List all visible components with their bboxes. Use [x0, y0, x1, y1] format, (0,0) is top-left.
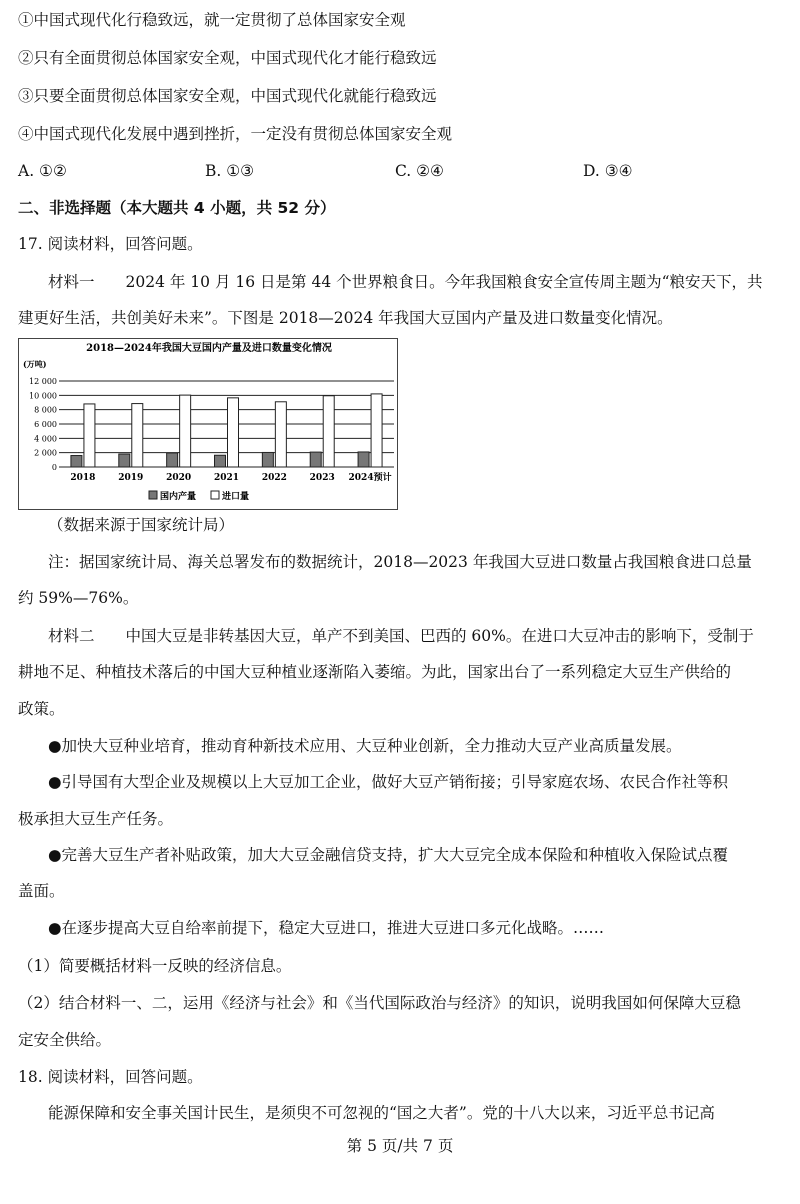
bar-import	[275, 402, 286, 467]
bar-domestic	[71, 456, 82, 467]
bar-import	[132, 404, 143, 467]
y-tick-label: 8 000	[34, 405, 57, 415]
q18-title: 18. 阅读材料，回答问题。	[18, 1068, 203, 1086]
x-tick-label: 2021	[213, 473, 240, 483]
soybean-chart	[18, 338, 398, 510]
page-footer: 第 5 页/共 7 页	[346, 1137, 454, 1155]
y-tick-label: 6 000	[34, 420, 57, 429]
x-tick-label: 2022	[261, 473, 287, 483]
bar-domestic	[310, 452, 321, 467]
bar-import	[323, 396, 334, 467]
bar-domestic	[167, 453, 178, 467]
y-tick-label: 10 000	[29, 391, 57, 401]
legend-label: 进口量	[222, 492, 250, 502]
x-tick-label: 2018	[70, 473, 96, 483]
q16-statement-1: ①中国式现代化行稳致远，就一定贯彻了总体国家安全观	[18, 11, 406, 29]
bullet-2-cont: 极承担大豆生产任务。	[18, 810, 174, 828]
q16-statement-2: ②只有全面贯彻总体国家安全观，中国式现代化才能行稳致远	[18, 49, 437, 67]
bar-domestic	[358, 452, 369, 467]
material1-line: 建更好生活，共创美好未来”。下图是 2018—2024 年我国大豆国内产量及进口数量变化情况。	[18, 309, 673, 327]
legend-swatch	[149, 491, 157, 499]
q17-sub2-cont: 定安全供给。	[18, 1031, 112, 1049]
q18-line: 能源保障和安全事关国计民生，是须臾不可忽视的“国之大者”。党的十八大以来，习近平总书记高	[48, 1104, 715, 1122]
x-tick-label: 2024预计	[348, 473, 392, 483]
material2-line: 耕地不足、种植技术落后的中国大豆种植业逐渐陷入萎缩。为此，国家出台了一系列稳定大豆生产供给的	[18, 663, 732, 681]
x-tick-label: 2023	[309, 473, 335, 483]
q17-title: 17. 阅读材料，回答问题。	[18, 235, 203, 253]
section2-title: 二、非选择题（本大题共 4 小题，共 52 分）	[18, 199, 336, 217]
bullet-3: ●完善大豆生产者补贴政策，加大大豆金融信贷支持，扩大大豆完全成本保险和种植收入保险试点覆	[48, 846, 729, 864]
bullet-2: ●引导国有大型企业及规模以上大豆加工企业，做好大豆产销衔接；引导家庭农场、农民合作社等积	[48, 773, 729, 791]
bullet-3-cont: 盖面。	[18, 882, 65, 900]
q16-option-a: A. ①②	[18, 162, 67, 180]
bar-import	[228, 398, 239, 467]
q17-sub1: （1）简要概括材料一反映的经济信息。	[18, 957, 292, 975]
x-tick-label: 2019	[118, 473, 144, 483]
bar-import	[180, 395, 191, 467]
y-axis-unit: (万吨)	[23, 359, 47, 369]
q16-option-b: B. ①③	[205, 162, 255, 180]
y-tick-label: 4 000	[34, 434, 57, 444]
material2-line: 政策。	[18, 700, 65, 718]
bar-domestic	[262, 452, 273, 467]
q16-statement-3: ③只要全面贯彻总体国家安全观，中国式现代化就能行稳致远	[18, 87, 437, 105]
legend-swatch	[211, 491, 219, 499]
data-source: （数据来源于国家统计局）	[48, 516, 235, 534]
y-tick-label: 2 000	[34, 448, 57, 458]
bullet-4: ●在逐步提高大豆自给率前提下，稳定大豆进口，推进大豆进口多元化战略。……	[48, 919, 605, 937]
bar-domestic	[119, 454, 130, 467]
bullet-1: ●加快大豆种业培育，推动育种新技术应用、大豆种业创新，全力推动大豆产业高质量发展。	[48, 737, 682, 755]
q16-option-c: C. ②④	[395, 162, 444, 180]
material2-line: 材料二 中国大豆是非转基因大豆，单产不到美国、巴西的 60%。在进口大豆冲击的影响下，受制于	[48, 627, 754, 645]
bar-import	[84, 404, 95, 467]
bar-domestic	[215, 455, 226, 467]
chart-title: 2018—2024年我国大豆国内产量及进口数量变化情况	[86, 343, 332, 354]
q16-option-d: D. ③④	[583, 162, 633, 180]
note-line: 约 59%—76%。	[18, 589, 139, 607]
material1-line: 材料一 2024 年 10 月 16 日是第 44 个世界粮食日。今年我国粮食安全宣传周主题为“粮安天下，共	[48, 273, 763, 291]
x-tick-label: 2020	[166, 473, 192, 483]
y-tick-label: 12 000	[29, 377, 57, 386]
q17-sub2: （2）结合材料一、二，运用《经济与社会》和《当代国际政治与经济》的知识，说明我国如何保障大豆稳	[18, 994, 741, 1012]
legend-label: 国内产量	[160, 492, 197, 502]
y-tick-label: 0	[51, 463, 57, 472]
q16-statement-4: ④中国式现代化发展中遇到挫折，一定没有贯彻总体国家安全观	[18, 125, 453, 143]
bar-import	[371, 394, 382, 467]
note-line: 注：据国家统计局、海关总署发布的数据统计，2018—2023 年我国大豆进口数量占我国粮食进口总量	[48, 553, 752, 571]
